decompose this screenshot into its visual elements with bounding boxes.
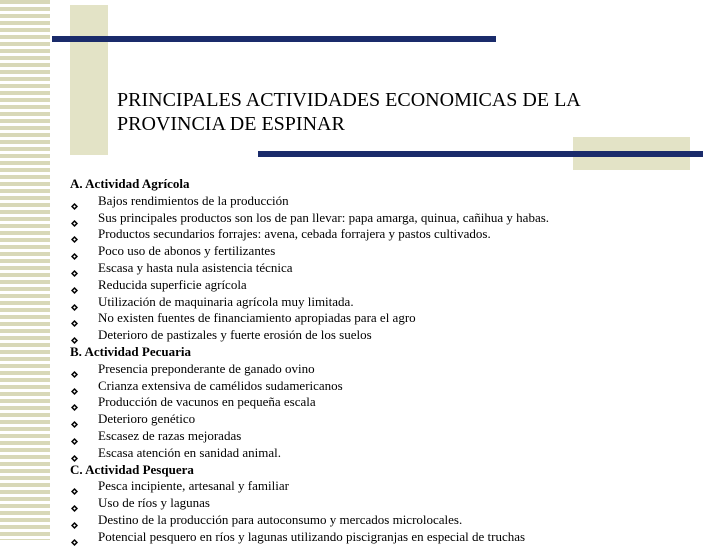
top-rule xyxy=(52,36,496,42)
title-line-2: PROVINCIA DE ESPINAR xyxy=(117,113,345,135)
list-item xyxy=(70,411,710,428)
diamond-bullet-icon xyxy=(71,383,78,390)
diamond-bullet-icon xyxy=(71,231,78,238)
diamond-bullet-icon xyxy=(71,198,78,205)
decorative-stripes xyxy=(0,0,50,540)
diamond-bullet-icon xyxy=(71,517,78,524)
list-item xyxy=(70,310,710,327)
list-item-text: Bajos rendimientos de la producción xyxy=(98,192,289,208)
diamond-bullet-icon xyxy=(71,433,78,440)
list-item-text: Destino de la producción para autoconsumo y mercados microlocales. xyxy=(98,511,463,527)
list-item xyxy=(70,378,710,395)
list-item xyxy=(70,327,710,344)
list-item-text: Escasa y hasta nula asistencia técnica xyxy=(98,259,293,275)
title-line-1: PRINCIPALES ACTIVIDADES ECONOMICAS DE LA xyxy=(117,89,581,111)
list-item xyxy=(70,428,710,445)
list-item xyxy=(70,394,710,411)
list-item-text: Productos secundarios forrajes: avena, cebada forrajera y pastos cultivados. xyxy=(98,226,491,242)
diamond-bullet-icon xyxy=(71,332,78,339)
list-item-text: Escasa atención en sanidad animal. xyxy=(98,444,282,460)
slide-title xyxy=(117,88,707,136)
list-item-text: Presencia preponderante de ganado ovino xyxy=(98,360,315,376)
list-item-text: Utilización de maquinaria agrícola muy limitada. xyxy=(98,293,354,309)
diamond-bullet-icon xyxy=(71,248,78,255)
diamond-bullet-icon xyxy=(71,500,78,507)
list-item xyxy=(70,529,710,546)
list-item-text: Escasez de razas mejoradas xyxy=(98,427,242,443)
diamond-bullet-icon xyxy=(71,215,78,222)
list-item-text: Crianza extensiva de camélidos sudamericanos xyxy=(98,377,343,393)
diamond-bullet-icon xyxy=(71,366,78,373)
list-item xyxy=(70,243,710,260)
list-item-text: Deterioro de pastizales y fuerte erosión de los suelos xyxy=(98,327,372,343)
list-item xyxy=(70,210,710,227)
list-item-text: Poco uso de abonos y fertilizantes xyxy=(98,243,276,259)
list-item xyxy=(70,226,710,243)
list-item xyxy=(70,294,710,311)
list-item-text: Producción de vacunos en pequeña escala xyxy=(98,394,316,410)
section-heading: C. Actividad Pesquera xyxy=(70,461,194,477)
list-item-text: Potencial pesquero en ríos y lagunas utilizando piscigranjas en especial de truchas xyxy=(98,528,526,544)
diamond-bullet-icon xyxy=(71,483,78,490)
list-item xyxy=(70,478,710,495)
list-item xyxy=(70,193,710,210)
list-item xyxy=(70,512,710,529)
list-item-text: Uso de ríos y lagunas xyxy=(98,495,210,511)
diamond-bullet-icon xyxy=(71,399,78,406)
list-item-text: Deterioro genético xyxy=(98,411,196,427)
list-item xyxy=(70,495,710,512)
diamond-bullet-icon xyxy=(71,265,78,272)
diamond-bullet-icon xyxy=(71,315,78,322)
diamond-bullet-icon xyxy=(71,450,78,457)
bottom-rule xyxy=(258,151,703,157)
section-heading: B. Actividad Pecuaria xyxy=(70,343,191,359)
diamond-bullet-icon xyxy=(71,282,78,289)
diamond-bullet-icon xyxy=(71,416,78,423)
diamond-bullet-icon xyxy=(71,299,78,306)
list-item xyxy=(70,361,710,378)
slide-content xyxy=(70,176,710,546)
decorative-block xyxy=(70,5,108,155)
list-item xyxy=(70,277,710,294)
list-item-text: Sus principales productos son los de pan llevar: papa amarga, quinua, cañihua y habas. xyxy=(98,209,550,225)
list-item-text: No existen fuentes de financiamiento apropiadas para el agro xyxy=(98,310,416,326)
list-item xyxy=(70,445,710,462)
list-item xyxy=(70,260,710,277)
list-item-text: Pesca incipiente, artesanal y familiar xyxy=(98,478,289,494)
section-heading: A. Actividad Agrícola xyxy=(70,176,190,191)
list-item-text: Reducida superficie agrícola xyxy=(98,276,247,292)
